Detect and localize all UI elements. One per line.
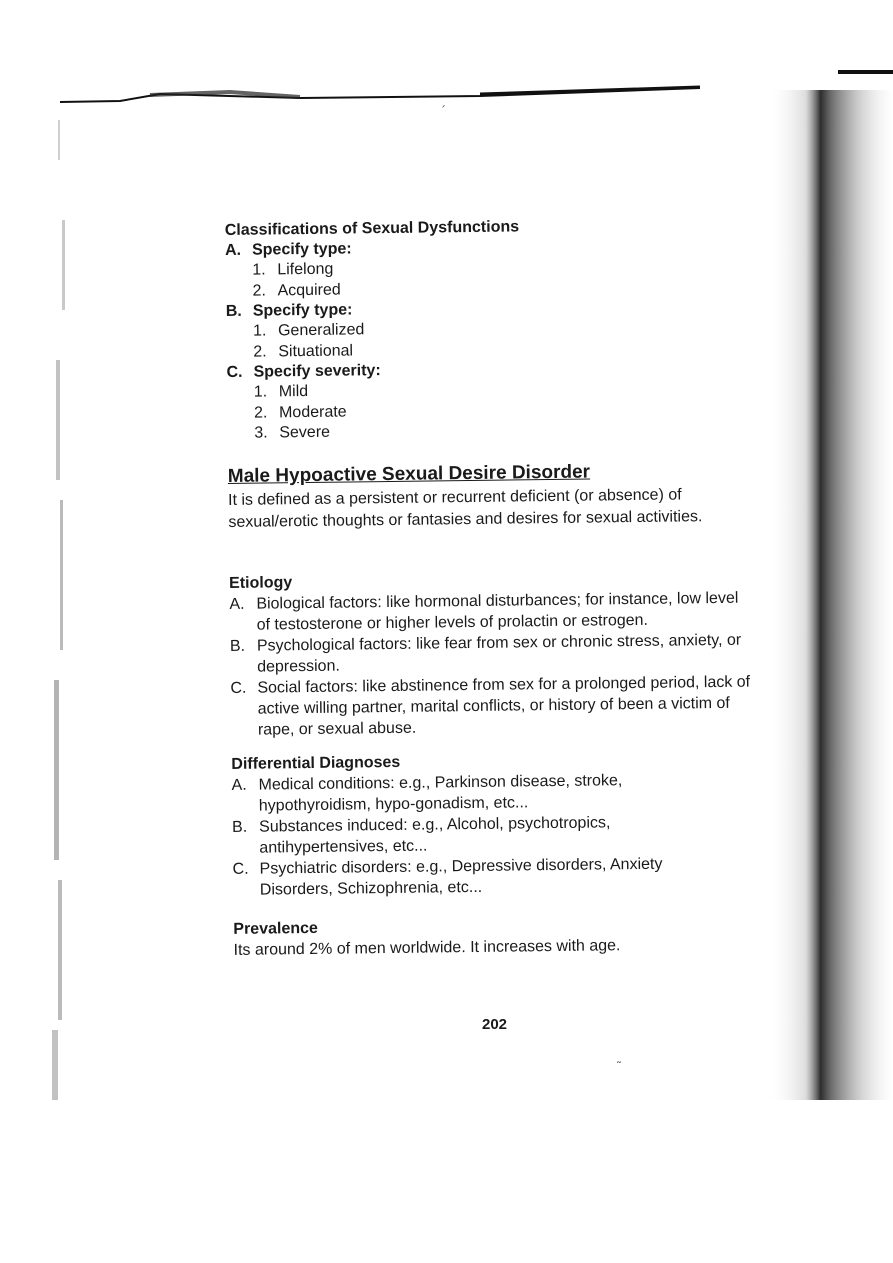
group-letter: A. [224, 241, 242, 259]
classification-group-c [226, 356, 757, 444]
group-letter: B. [225, 302, 242, 320]
scan-right-edge-shadow [768, 70, 893, 1110]
list-item: A. Biological factors: like hormonal disturbances; for instance, low level of testosterone or higher levels of prolactin or estrogen. [229, 589, 739, 634]
classifications-section [225, 215, 758, 445]
prevalence-title: Prevalence [233, 919, 318, 938]
prevalence-section [233, 913, 763, 961]
classification-list [225, 235, 757, 445]
scan-top-shadow [60, 84, 700, 104]
group-letter: C. [226, 363, 243, 381]
list-item: 2. Moderate [253, 403, 347, 422]
etiology-list [229, 588, 755, 741]
scan-left-edge-noise [50, 100, 95, 1110]
etiology-title: Etiology [229, 574, 293, 592]
list-item: B. Substances induced: e.g., Alcohol, psychotropics, antihypertensives, etc... [232, 814, 611, 857]
differential-section [231, 749, 723, 901]
differential-list [231, 769, 723, 901]
list-item: 3. Severe [254, 423, 331, 442]
list-item: C. Psychiatric disorders: e.g., Depressive disorders, Anxiety Disorders, Schizophrenia, etc... [232, 855, 663, 899]
list-item: B. Psychological factors: like fear from sex or chronic stress, anxiety, or depression. [229, 631, 742, 676]
prevalence-text: Its around 2% of men worldwide. It increases with age. [233, 937, 621, 959]
scan-speck: ˜ [616, 1060, 622, 1074]
group-label: Specify type: [251, 240, 352, 259]
disorder-title: Male Hypoactive Sexual Desire Disorder [227, 461, 591, 487]
disorder-section [228, 460, 751, 534]
list-item: 2. Acquired [252, 281, 341, 300]
list-item: 2. Situational [253, 341, 354, 361]
list-item: 1. Generalized [252, 321, 365, 340]
classification-group-a [225, 235, 756, 302]
disorder-definition: It is defined as a persistent or recurrent deficient (or absence) of sexual/erotic thoughts or fantasies and desires for sexual activities. [228, 486, 703, 531]
list-item: 1. Mild [253, 382, 309, 401]
scan-speck: ´ [440, 104, 446, 118]
classification-group-b [226, 296, 757, 363]
page-number: 202 [482, 1016, 508, 1033]
list-item: A. Medical conditions: e.g., Parkinson disease, stroke, hypothyroidism, hypo-gonadism, etc... [231, 772, 623, 815]
group-label: Specify severity: [253, 362, 381, 381]
differential-title: Differential Diagnoses [231, 753, 401, 773]
list-item: C. Social factors: like abstinence from sex for a prolonged period, lack of active willing partner, marital conflicts, or history of been a victim of rape, or sexual abuse. [230, 673, 751, 739]
list-item: 1. Lifelong [252, 260, 334, 279]
classifications-title: Classifications of Sexual Dysfunctions [224, 218, 520, 239]
group-label: Specify type: [252, 301, 353, 320]
etiology-section [229, 568, 755, 741]
